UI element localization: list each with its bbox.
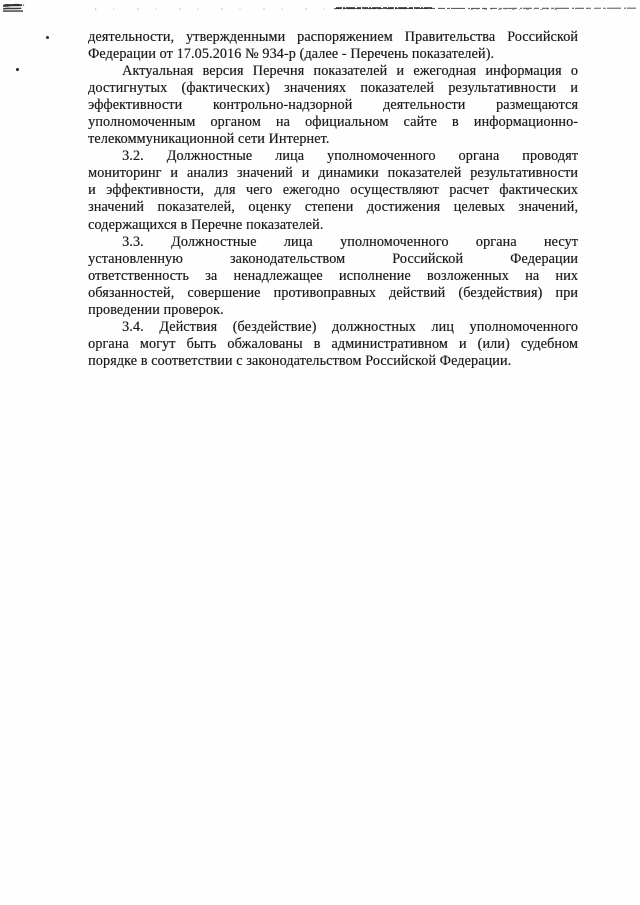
text-line: уполномоченным органом на официальном сайте в информационно-: [88, 114, 578, 131]
ink-speck: [46, 36, 49, 39]
text-line: Федерации от 17.05.2016 № 934-р (далее - Перечень показателей).: [88, 46, 495, 63]
text-line: телекоммуникационной сети Интернет.: [88, 131, 330, 148]
text-line: Актуальная версия Перечня показателей и ежегодная информация о: [122, 63, 578, 80]
text-line: деятельности, утвержденными распоряжением Правительства Российской: [88, 29, 578, 45]
text-line: 3.4. Действия (бездействие) должностных лиц уполномоченного: [122, 318, 578, 335]
text-line: и эффективности, для чего ежегодно осуществляют расчет фактических: [88, 182, 578, 199]
text-line: обязанностей, совершение противоправных действий (бездействия) при: [88, 284, 578, 301]
text-line: проведении проверок.: [88, 301, 224, 318]
text-line: достигнутых (фактических) значениях показателей результативности и: [88, 80, 578, 97]
text-line: порядке в соответствии с законодательством Российской Федерации.: [88, 352, 512, 369]
text-line: эффективности контрольно-надзорной деятельности размещаются: [88, 97, 578, 114]
ink-smudge: [2, 2, 26, 14]
document-text: [88, 29, 578, 370]
text-line: установленную законодательством Российской Федерации: [88, 250, 578, 267]
text-line: 3.2. Должностные лица уполномоченного органа проводят: [122, 148, 578, 165]
text-line: мониторинг и анализ значений и динамики показателей результативности: [88, 165, 578, 182]
text-line: органа могут быть обжалованы в административном и (или) судебном: [88, 335, 578, 352]
text-line: ответственность за ненадлежащее исполнение возложенных на них: [88, 267, 578, 284]
text-line: значений показателей, оценку степени достижения целевых значений,: [88, 199, 578, 216]
text-line: содержащихся в Перечне показателей.: [88, 216, 324, 233]
ink-speck: [16, 68, 19, 71]
scan-scratch-line: [0, 0, 640, 16]
text-line: 3.3. Должностные лица уполномоченного органа несут: [122, 233, 578, 250]
